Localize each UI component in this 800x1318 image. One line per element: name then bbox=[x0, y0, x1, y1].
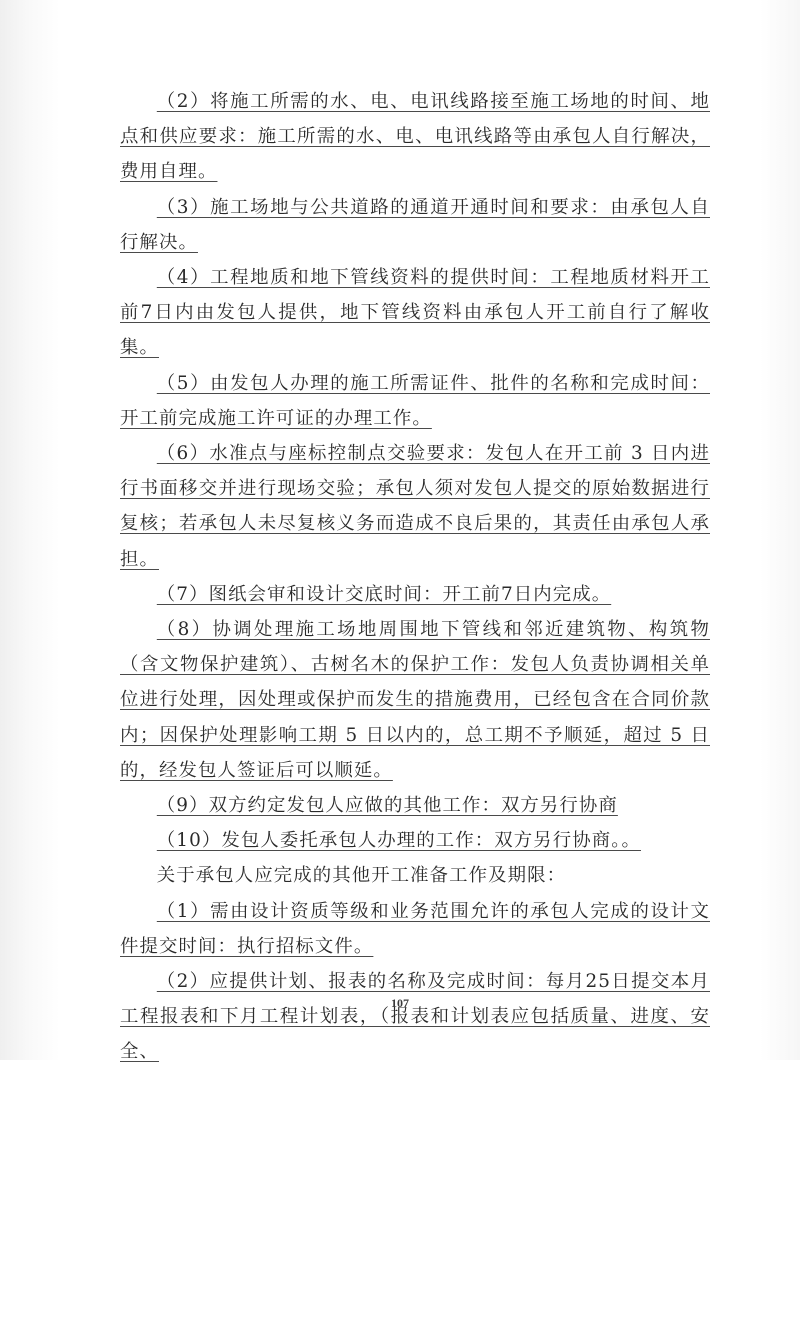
paragraph-3-road-access: （3）施工场地与公共道路的通道开通时间和要求：由承包人自行解决。 bbox=[120, 196, 710, 253]
page-number: 107 bbox=[391, 996, 409, 1010]
paragraph-c2-plans-reports: （2）应提供计划、报表的名称及完成时间：每月25日提交本月工程报表和下月工程计划表，（报表和计划表应包括质量、进度、安全、 bbox=[120, 971, 710, 1063]
paragraph-c1-design-documents: （1）需由设计资质等级和业务范围允许的承包人完成的设计文件提交时间：执行招标文件。 bbox=[120, 900, 710, 957]
paragraph-4-geology-data: （4）工程地质和地下管线资料的提供时间：工程地质材料开工前7日内由发包人提供，地下管线资料由承包人开工前自行了解收集。 bbox=[120, 267, 710, 359]
section-heading-contractor-prep: 关于承包人应完成的其他开工准备工作及期限： bbox=[156, 865, 567, 887]
paragraph-8-protection-coordination: （8）协调处理施工场地周围地下管线和邻近建筑物、构筑物（含文物保护建筑）、古树名木的保护工作：发包人负责协调相关单位进行处理，因处理或保护而发生的措施费用，已经包含在合同价款内；因保护处理影响工期 5 日以内的，总工期不予顺延，超过 5 日的，经发包人签证后可以顺延。 bbox=[120, 619, 710, 781]
paragraph-10-entrusted-work: （10）发包人委托承包人办理的工作：双方另行协商。。 bbox=[156, 830, 641, 852]
paragraph-2-utilities: （2）将施工所需的水、电、电讯线路接至施工场地的时间、地点和供应要求：施工所需的水、电、电讯线路等由承包人自行解决，费用自理。 bbox=[120, 91, 710, 183]
paragraph-9-other-employer-work: （9）双方约定发包人应做的其他工作：双方另行协商 bbox=[156, 795, 618, 817]
paragraph-6-benchmark-handover: （6）水准点与座标控制点交验要求：发包人在开工前 3 日内进行书面移交并进行现场交验；承包人须对发包人提交的原始数据进行复核；若承包人未尽复核义务而造成不良后果的，其责任由承包人承担。 bbox=[120, 443, 710, 570]
document-body bbox=[120, 84, 710, 1070]
paragraph-5-permits: （5）由发包人办理的施工所需证件、批件的名称和完成时间：开工前完成施工许可证的办理工作。 bbox=[120, 372, 710, 429]
paragraph-7-drawing-review: （7）图纸会审和设计交底时间：开工前7日内完成。 bbox=[156, 583, 612, 605]
